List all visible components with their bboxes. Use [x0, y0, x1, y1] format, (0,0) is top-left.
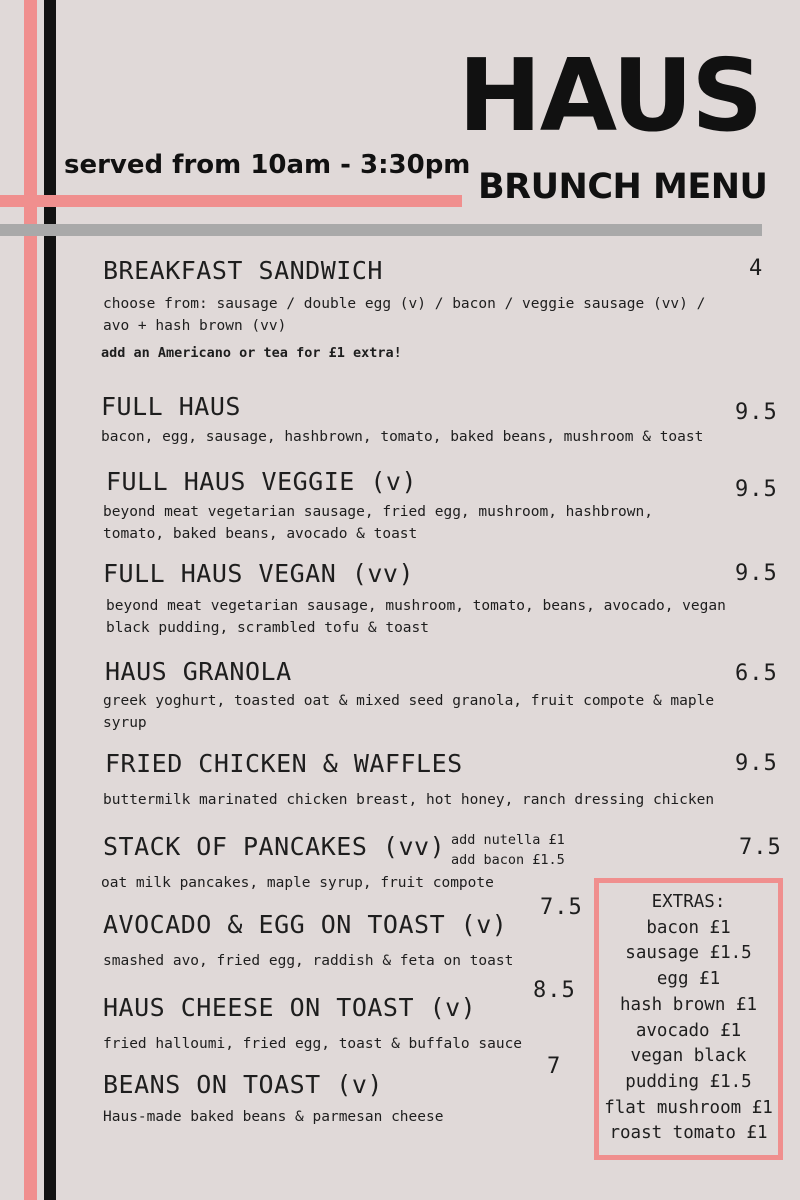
extras-item: pudding £1.5 [625, 1071, 752, 1092]
menu-item-price: 8.5 [533, 978, 576, 1003]
menu-item-name: FULL HAUS [101, 392, 241, 421]
menu-item-name: FULL HAUS VEGAN (vv) [103, 559, 415, 588]
menu-item-name: HAUS CHEESE ON TOAST (v) [103, 993, 477, 1022]
menu-item-price: 9.5 [735, 400, 778, 425]
menu-item-price: 7.5 [739, 835, 782, 860]
menu-item-price: 7.5 [540, 895, 583, 920]
extras-title: EXTRAS: [651, 892, 726, 912]
menu-item-price: 9.5 [735, 751, 778, 776]
extras-item: flat mushroom £1 [604, 1097, 773, 1118]
black-vertical-stripe [44, 0, 56, 1200]
menu-item-name: STACK OF PANCAKES (vv) [103, 832, 446, 861]
menu-item-name: BEANS ON TOAST (v) [103, 1070, 383, 1099]
menu-item-name: BREAKFAST SANDWICH [103, 256, 383, 285]
extras-item: sausage £1.5 [625, 943, 752, 964]
menu-item-note: add an Americano or tea for £1 extra! [101, 345, 402, 361]
pancake-addon: add bacon £1.5 [451, 852, 565, 868]
pink-vertical-stripe [24, 0, 37, 1200]
extras-item: hash brown £1 [620, 994, 757, 1015]
menu-item-description: greek yoghurt, toasted oat & mixed seed granola, fruit compote & maple syrup [103, 693, 715, 731]
menu-item-name: HAUS GRANOLA [105, 657, 292, 686]
menu-item-description: oat milk pancakes, maple syrup, fruit compote [101, 875, 494, 891]
menu-item-price: 9.5 [735, 477, 778, 502]
pink-horizontal-stripe [0, 195, 462, 207]
extras-item: egg £1 [656, 969, 721, 990]
extras-item: bacon £1 [646, 917, 731, 938]
menu-item-description: choose from: sausage / double egg (v) / bacon / veggie sausage (vv) / avo + hash brown (vv) [103, 296, 706, 334]
extras-item: roast tomato £1 [609, 1123, 768, 1144]
serving-hours: served from 10am - 3:30pm [64, 150, 471, 180]
gray-horizontal-stripe [0, 224, 762, 236]
menu-item-name: FRIED CHICKEN & WAFFLES [105, 749, 463, 778]
menu-item-description: beyond meat vegetarian sausage, fried egg, mushroom, hashbrown, tomato, baked beans, avocado & toast [103, 504, 653, 542]
menu-item-price: 4 [749, 256, 764, 281]
menu-item-description: Haus-made baked beans & parmesan cheese [103, 1109, 444, 1125]
menu-item-description: smashed avo, fried egg, raddish & feta on toast [103, 953, 514, 969]
menu-item-description: beyond meat vegetarian sausage, mushroom, tomato, beans, avocado, vegan black pudding, scrambled tofu & toast [106, 598, 726, 636]
extras-list [594, 890, 783, 1147]
menu-item-description: buttermilk marinated chicken breast, hot honey, ranch dressing chicken [103, 792, 715, 808]
menu-item-price: 7 [547, 1054, 562, 1079]
menu-item-description: bacon, egg, sausage, hashbrown, tomato, baked beans, mushroom & toast [101, 429, 704, 445]
menu-item-name: AVOCADO & EGG ON TOAST (v) [103, 910, 508, 939]
menu-subtitle: BRUNCH MENU [478, 167, 768, 207]
menu-item-price: 9.5 [735, 561, 778, 586]
menu-item-description: fried halloumi, fried egg, toast & buffalo sauce [103, 1036, 523, 1052]
extras-item: vegan black [630, 1046, 747, 1067]
menu-item-name: FULL HAUS VEGGIE (v) [106, 467, 418, 496]
brand-title: HAUS [458, 37, 762, 154]
menu-item-price: 6.5 [735, 661, 778, 686]
extras-item: avocado £1 [635, 1020, 742, 1041]
pancake-addon: add nutella £1 [451, 832, 565, 848]
